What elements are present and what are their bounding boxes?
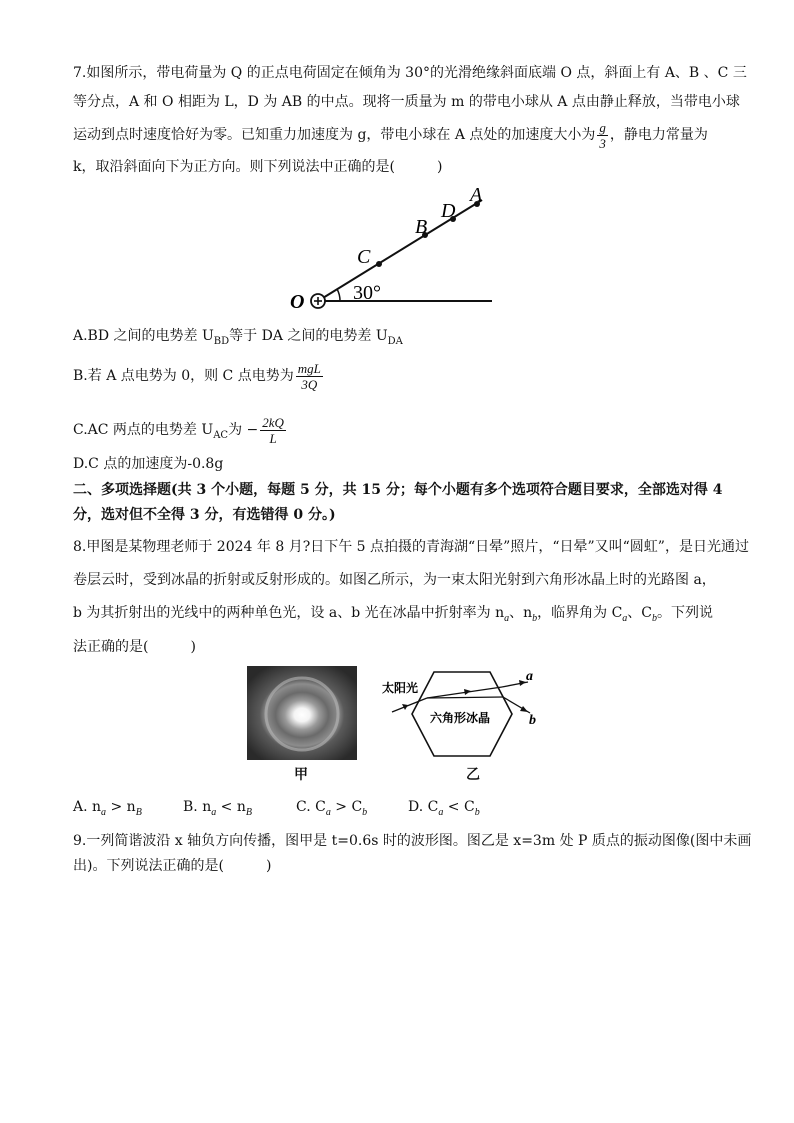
label-A: A xyxy=(470,184,483,206)
q7-option-c: C.AC 两点的电势差 $U_{AC}$为 − $\frac{2kQ}{L}$ xyxy=(73,414,284,446)
label-ray-a: a xyxy=(526,669,533,684)
q7-option-a: A.BD 之间的电势差 $U_{BD}$等于 DA 之间的电势差 $U_{DA}$ xyxy=(73,328,403,347)
label-crystal: 六角形冰晶 xyxy=(430,711,491,725)
label-yi: 乙 xyxy=(466,767,480,783)
ice-crystal-diagram xyxy=(378,664,548,764)
q9-line1: 9.一列简谐波沿 x 轴负方向传播，图甲是 t=0.6s 时的波形图。图乙是 x=3m 处 P 质点的振动图像(图中未画 xyxy=(73,833,752,849)
label-C: C xyxy=(357,246,371,268)
q7-line1: 7.如图所示，带电荷量为 Q 的正点电荷固定在倾角为 30°的光滑绝缘斜面底端 O 点，斜面上有 A、B 、C 三 xyxy=(73,65,747,81)
label-D: D xyxy=(441,200,456,222)
label-B: B xyxy=(415,216,428,238)
point-C xyxy=(376,261,382,267)
q7-line4: k，取沿斜面向下为正方向。则下列说法中正确的是( ) xyxy=(73,159,443,175)
q7-line3: 运动到点时速度恰好为零。已知重力加速度为 g，带电小球在 A 点处的加速度大小为 $\frac{g}{3}$ ，静电力常量为 xyxy=(73,119,708,151)
q7-option-b: B.若 A 点电势为 0，则 C 点电势为 $\frac{\text{mgL}}{3Q}$ xyxy=(73,360,321,392)
q8-line2: 卷层云时，受到冰晶的折射或反射形成的。如图乙所示，为一束太阳光射到六角形冰晶上时的光路图 a， xyxy=(73,572,716,588)
label-ray-b: b xyxy=(529,713,536,728)
fraction-g-over-3: $\frac{g}{3}$ xyxy=(599,119,606,151)
q8-line4: 法正确的是( ) xyxy=(73,639,196,655)
section2-heading-line2: 分，选对但不全得 3 分，有选错得 0 分。) xyxy=(73,507,336,523)
label-angle: 30° xyxy=(353,282,381,304)
q8-option-c: C. $C_a > C_b$ xyxy=(296,799,368,818)
label-sunlight: 太阳光 xyxy=(382,681,419,695)
q8-option-a: A. $n_a > n_B$ xyxy=(73,799,142,818)
q8-option-d: D. $C_a < C_b$ xyxy=(408,799,480,818)
q8-line3: b 为其折射出的光线中的两种单色光，设 a、b 光在冰晶中折射率为 $n_a$、$n_b$，临界角为 $C_a$、$C_b$。下列说 xyxy=(73,605,714,624)
section2-heading-line1: 二、多项选择题(共 3 个小题，每题 5 分，共 15 分；每个小题有多个选项符合题目要求，全部选对得 4 xyxy=(73,482,723,498)
q8-option-b: B. $n_a < n_B$ xyxy=(183,799,252,818)
q9-line2: 出)。下列说法正确的是( ) xyxy=(73,858,272,874)
sun-halo-photo xyxy=(247,666,357,760)
label-jia: 甲 xyxy=(294,767,308,783)
label-O: O xyxy=(290,291,305,313)
q8-line1: 8.甲图是某物理老师于 2024 年 8 月?日下午 5 点拍摄的青海湖“日晕”照片，“日晕”又叫“圆虹”，是日光通过 xyxy=(73,539,749,555)
q7-line2: 等分点，A 和 O 相距为 L，D 为 AB 的中点。现将一质量为 m 的带电小球从 A 点由静止释放，当带电小球 xyxy=(73,94,740,110)
incline-figure xyxy=(280,180,510,315)
q7-option-d: D.C 点的加速度为-0.8g xyxy=(73,456,224,472)
